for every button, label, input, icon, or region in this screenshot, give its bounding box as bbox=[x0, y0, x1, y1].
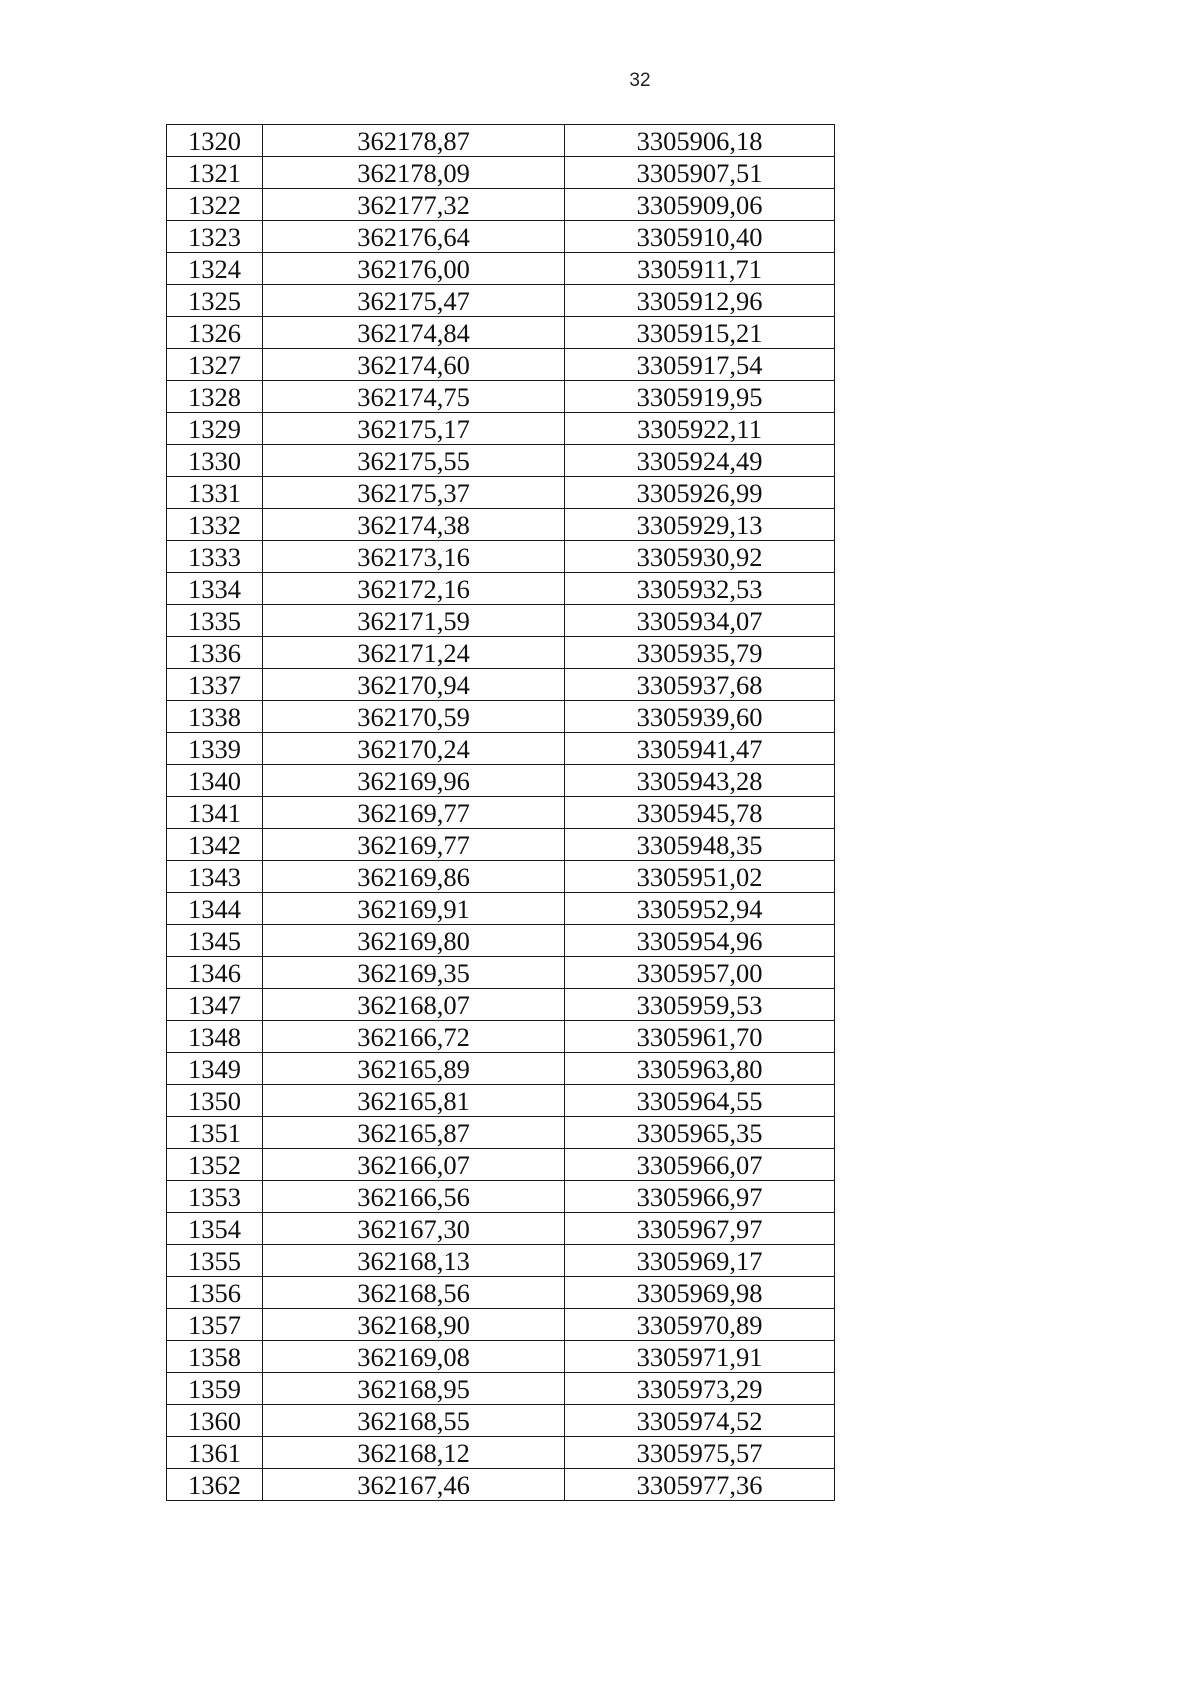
x-coordinate-cell: 362165,81 bbox=[263, 1085, 565, 1117]
table-row bbox=[167, 541, 835, 573]
y-coordinate-cell: 3305912,96 bbox=[565, 285, 835, 317]
point-number-cell: 1347 bbox=[167, 989, 263, 1021]
table-row bbox=[167, 605, 835, 637]
table-row bbox=[167, 125, 835, 157]
point-number-cell: 1346 bbox=[167, 957, 263, 989]
point-number-cell: 1320 bbox=[167, 125, 263, 157]
point-number-cell: 1323 bbox=[167, 221, 263, 253]
x-coordinate-cell: 362165,89 bbox=[263, 1053, 565, 1085]
y-coordinate-cell: 3305907,51 bbox=[565, 157, 835, 189]
x-coordinate-cell: 362174,84 bbox=[263, 317, 565, 349]
y-coordinate-cell: 3305909,06 bbox=[565, 189, 835, 221]
y-coordinate-cell: 3305975,57 bbox=[565, 1437, 835, 1469]
point-number-cell: 1336 bbox=[167, 637, 263, 669]
x-coordinate-cell: 362174,38 bbox=[263, 509, 565, 541]
x-coordinate-cell: 362168,95 bbox=[263, 1373, 565, 1405]
table-row bbox=[167, 893, 835, 925]
y-coordinate-cell: 3305963,80 bbox=[565, 1053, 835, 1085]
table-row bbox=[167, 1213, 835, 1245]
x-coordinate-cell: 362169,96 bbox=[263, 765, 565, 797]
point-number-cell: 1343 bbox=[167, 861, 263, 893]
x-coordinate-cell: 362168,56 bbox=[263, 1277, 565, 1309]
x-coordinate-cell: 362169,77 bbox=[263, 797, 565, 829]
x-coordinate-cell: 362172,16 bbox=[263, 573, 565, 605]
y-coordinate-cell: 3305926,99 bbox=[565, 477, 835, 509]
point-number-cell: 1332 bbox=[167, 509, 263, 541]
table-row bbox=[167, 1309, 835, 1341]
point-number-cell: 1344 bbox=[167, 893, 263, 925]
x-coordinate-cell: 362170,24 bbox=[263, 733, 565, 765]
table-row bbox=[167, 445, 835, 477]
point-number-cell: 1350 bbox=[167, 1085, 263, 1117]
x-coordinate-cell: 362171,59 bbox=[263, 605, 565, 637]
y-coordinate-cell: 3305965,35 bbox=[565, 1117, 835, 1149]
y-coordinate-cell: 3305934,07 bbox=[565, 605, 835, 637]
table-row bbox=[167, 701, 835, 733]
table-row bbox=[167, 1085, 835, 1117]
table-row bbox=[167, 765, 835, 797]
table-row bbox=[167, 221, 835, 253]
x-coordinate-cell: 362168,90 bbox=[263, 1309, 565, 1341]
point-number-cell: 1342 bbox=[167, 829, 263, 861]
y-coordinate-cell: 3305969,17 bbox=[565, 1245, 835, 1277]
point-number-cell: 1322 bbox=[167, 189, 263, 221]
y-coordinate-cell: 3305911,71 bbox=[565, 253, 835, 285]
point-number-cell: 1356 bbox=[167, 1277, 263, 1309]
y-coordinate-cell: 3305915,21 bbox=[565, 317, 835, 349]
x-coordinate-cell: 362167,30 bbox=[263, 1213, 565, 1245]
y-coordinate-cell: 3305930,92 bbox=[565, 541, 835, 573]
point-number-cell: 1345 bbox=[167, 925, 263, 957]
point-number-cell: 1324 bbox=[167, 253, 263, 285]
x-coordinate-cell: 362174,60 bbox=[263, 349, 565, 381]
x-coordinate-cell: 362166,07 bbox=[263, 1149, 565, 1181]
y-coordinate-cell: 3305939,60 bbox=[565, 701, 835, 733]
x-coordinate-cell: 362167,46 bbox=[263, 1469, 565, 1501]
y-coordinate-cell: 3305919,95 bbox=[565, 381, 835, 413]
x-coordinate-cell: 362169,80 bbox=[263, 925, 565, 957]
y-coordinate-cell: 3305929,13 bbox=[565, 509, 835, 541]
y-coordinate-cell: 3305941,47 bbox=[565, 733, 835, 765]
table-row bbox=[167, 1149, 835, 1181]
point-number-cell: 1329 bbox=[167, 413, 263, 445]
page-number: 32 bbox=[629, 70, 651, 91]
x-coordinate-cell: 362169,91 bbox=[263, 893, 565, 925]
x-coordinate-cell: 362166,56 bbox=[263, 1181, 565, 1213]
y-coordinate-cell: 3305935,79 bbox=[565, 637, 835, 669]
table-row bbox=[167, 157, 835, 189]
table-row bbox=[167, 1117, 835, 1149]
point-number-cell: 1337 bbox=[167, 669, 263, 701]
table-row bbox=[167, 413, 835, 445]
x-coordinate-cell: 362178,87 bbox=[263, 125, 565, 157]
y-coordinate-cell: 3305961,70 bbox=[565, 1021, 835, 1053]
x-coordinate-cell: 362168,13 bbox=[263, 1245, 565, 1277]
table-row bbox=[167, 509, 835, 541]
table-row bbox=[167, 317, 835, 349]
table-row bbox=[167, 1277, 835, 1309]
table-row bbox=[167, 669, 835, 701]
point-number-cell: 1339 bbox=[167, 733, 263, 765]
point-number-cell: 1334 bbox=[167, 573, 263, 605]
x-coordinate-cell: 362174,75 bbox=[263, 381, 565, 413]
y-coordinate-cell: 3305973,29 bbox=[565, 1373, 835, 1405]
y-coordinate-cell: 3305943,28 bbox=[565, 765, 835, 797]
y-coordinate-cell: 3305937,68 bbox=[565, 669, 835, 701]
y-coordinate-cell: 3305952,94 bbox=[565, 893, 835, 925]
point-number-cell: 1338 bbox=[167, 701, 263, 733]
table-row bbox=[167, 477, 835, 509]
table-row bbox=[167, 797, 835, 829]
table-row bbox=[167, 925, 835, 957]
y-coordinate-cell: 3305974,52 bbox=[565, 1405, 835, 1437]
table-row bbox=[167, 1245, 835, 1277]
point-number-cell: 1321 bbox=[167, 157, 263, 189]
x-coordinate-cell: 362166,72 bbox=[263, 1021, 565, 1053]
table-row bbox=[167, 989, 835, 1021]
point-number-cell: 1341 bbox=[167, 797, 263, 829]
x-coordinate-cell: 362169,08 bbox=[263, 1341, 565, 1373]
x-coordinate-cell: 362175,47 bbox=[263, 285, 565, 317]
x-coordinate-cell: 362178,09 bbox=[263, 157, 565, 189]
table-row bbox=[167, 1053, 835, 1085]
y-coordinate-cell: 3305951,02 bbox=[565, 861, 835, 893]
point-number-cell: 1361 bbox=[167, 1437, 263, 1469]
point-number-cell: 1360 bbox=[167, 1405, 263, 1437]
point-number-cell: 1328 bbox=[167, 381, 263, 413]
point-number-cell: 1333 bbox=[167, 541, 263, 573]
table-row bbox=[167, 1021, 835, 1053]
x-coordinate-cell: 362175,37 bbox=[263, 477, 565, 509]
coordinates-table-body bbox=[167, 125, 835, 1501]
y-coordinate-cell: 3305959,53 bbox=[565, 989, 835, 1021]
point-number-cell: 1340 bbox=[167, 765, 263, 797]
table-row bbox=[167, 1405, 835, 1437]
x-coordinate-cell: 362176,64 bbox=[263, 221, 565, 253]
point-number-cell: 1351 bbox=[167, 1117, 263, 1149]
x-coordinate-cell: 362169,77 bbox=[263, 829, 565, 861]
point-number-cell: 1331 bbox=[167, 477, 263, 509]
y-coordinate-cell: 3305966,97 bbox=[565, 1181, 835, 1213]
table-row bbox=[167, 829, 835, 861]
x-coordinate-cell: 362175,17 bbox=[263, 413, 565, 445]
table-row bbox=[167, 861, 835, 893]
y-coordinate-cell: 3305954,96 bbox=[565, 925, 835, 957]
table-row bbox=[167, 1341, 835, 1373]
point-number-cell: 1349 bbox=[167, 1053, 263, 1085]
point-number-cell: 1355 bbox=[167, 1245, 263, 1277]
y-coordinate-cell: 3305969,98 bbox=[565, 1277, 835, 1309]
y-coordinate-cell: 3305977,36 bbox=[565, 1469, 835, 1501]
y-coordinate-cell: 3305966,07 bbox=[565, 1149, 835, 1181]
y-coordinate-cell: 3305906,18 bbox=[565, 125, 835, 157]
point-number-cell: 1362 bbox=[167, 1469, 263, 1501]
x-coordinate-cell: 362177,32 bbox=[263, 189, 565, 221]
point-number-cell: 1358 bbox=[167, 1341, 263, 1373]
table-row bbox=[167, 189, 835, 221]
point-number-cell: 1352 bbox=[167, 1149, 263, 1181]
x-coordinate-cell: 362175,55 bbox=[263, 445, 565, 477]
y-coordinate-cell: 3305971,91 bbox=[565, 1341, 835, 1373]
x-coordinate-cell: 362168,12 bbox=[263, 1437, 565, 1469]
x-coordinate-cell: 362173,16 bbox=[263, 541, 565, 573]
table-row bbox=[167, 637, 835, 669]
table-row bbox=[167, 573, 835, 605]
y-coordinate-cell: 3305917,54 bbox=[565, 349, 835, 381]
table-row bbox=[167, 1469, 835, 1501]
y-coordinate-cell: 3305910,40 bbox=[565, 221, 835, 253]
x-coordinate-cell: 362170,94 bbox=[263, 669, 565, 701]
y-coordinate-cell: 3305932,53 bbox=[565, 573, 835, 605]
point-number-cell: 1325 bbox=[167, 285, 263, 317]
point-number-cell: 1335 bbox=[167, 605, 263, 637]
point-number-cell: 1348 bbox=[167, 1021, 263, 1053]
x-coordinate-cell: 362171,24 bbox=[263, 637, 565, 669]
table-row bbox=[167, 1181, 835, 1213]
point-number-cell: 1327 bbox=[167, 349, 263, 381]
x-coordinate-cell: 362176,00 bbox=[263, 253, 565, 285]
table-row bbox=[167, 1437, 835, 1469]
table-row bbox=[167, 285, 835, 317]
y-coordinate-cell: 3305957,00 bbox=[565, 957, 835, 989]
table-row bbox=[167, 253, 835, 285]
point-number-cell: 1357 bbox=[167, 1309, 263, 1341]
coordinates-table bbox=[166, 124, 835, 1501]
y-coordinate-cell: 3305967,97 bbox=[565, 1213, 835, 1245]
point-number-cell: 1353 bbox=[167, 1181, 263, 1213]
table-row bbox=[167, 733, 835, 765]
table-row bbox=[167, 381, 835, 413]
point-number-cell: 1359 bbox=[167, 1373, 263, 1405]
table-row bbox=[167, 957, 835, 989]
x-coordinate-cell: 362168,07 bbox=[263, 989, 565, 1021]
y-coordinate-cell: 3305964,55 bbox=[565, 1085, 835, 1117]
x-coordinate-cell: 362170,59 bbox=[263, 701, 565, 733]
point-number-cell: 1330 bbox=[167, 445, 263, 477]
x-coordinate-cell: 362169,86 bbox=[263, 861, 565, 893]
y-coordinate-cell: 3305945,78 bbox=[565, 797, 835, 829]
table-row bbox=[167, 349, 835, 381]
x-coordinate-cell: 362169,35 bbox=[263, 957, 565, 989]
y-coordinate-cell: 3305922,11 bbox=[565, 413, 835, 445]
point-number-cell: 1354 bbox=[167, 1213, 263, 1245]
y-coordinate-cell: 3305970,89 bbox=[565, 1309, 835, 1341]
y-coordinate-cell: 3305924,49 bbox=[565, 445, 835, 477]
y-coordinate-cell: 3305948,35 bbox=[565, 829, 835, 861]
x-coordinate-cell: 362168,55 bbox=[263, 1405, 565, 1437]
table-row bbox=[167, 1373, 835, 1405]
x-coordinate-cell: 362165,87 bbox=[263, 1117, 565, 1149]
point-number-cell: 1326 bbox=[167, 317, 263, 349]
